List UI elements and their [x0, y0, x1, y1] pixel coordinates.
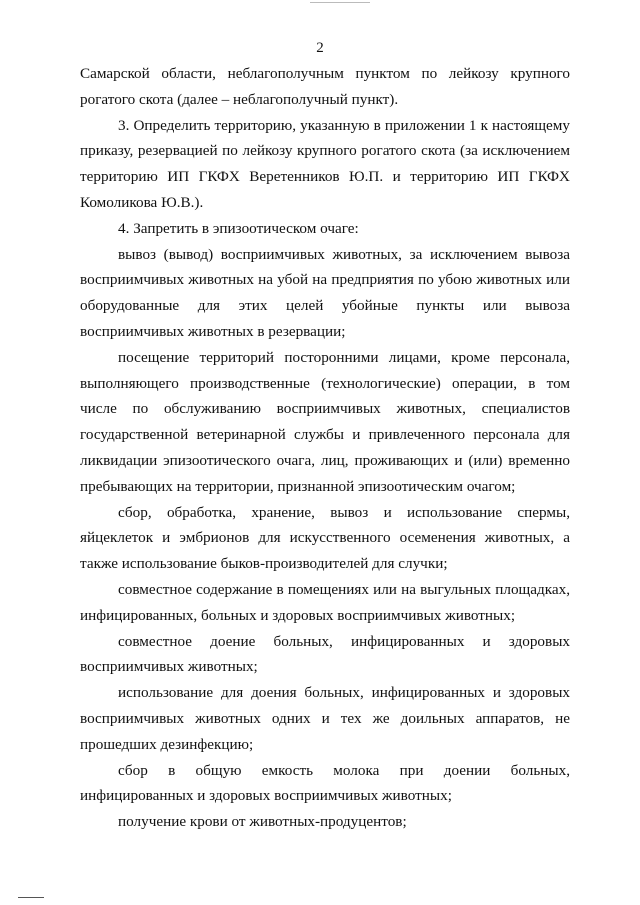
text-line: территорию ИП ГКФХ Веретенников Ю.П. и территорию ИП ГКФХ [80, 168, 570, 186]
text-line: совместное доение больных, инфицированных и здоровых [118, 632, 570, 650]
text-line: восприимчивых животных одних и тех же доильных аппаратов, не [80, 709, 570, 727]
text-line: 3. Определить территорию, указанную в приложении 1 к настоящему [118, 116, 570, 134]
paragraph-region-cont [80, 61, 570, 113]
text-line: пребывающих на территории, признанной эпизоотическим очагом; [80, 477, 516, 495]
paragraph-blood [80, 809, 570, 835]
text-line: яйцеклеток и эмбрионов для искусственного осеменения животных, а [80, 529, 570, 547]
text-line: совместное содержание в помещениях или на выгульных площадках, [118, 580, 570, 598]
text-line: восприимчивых животных на убой на предприятия по убою животных или [80, 271, 570, 289]
scan-artifact [310, 2, 370, 3]
text-line: сбор, обработка, хранение, вывоз и использование спермы, [118, 503, 570, 521]
paragraph-export [80, 242, 570, 345]
text-line: ликвидации эпизоотического очага, лиц, проживающих и (или) временно [80, 451, 570, 469]
paragraph-keeping [80, 577, 570, 629]
text-line: Комоликова Ю.В.). [80, 193, 204, 211]
text-line: посещение территорий посторонними лицами, кроме персонала, [118, 348, 570, 366]
paragraph-milk [80, 758, 570, 810]
text-line: числе по обслуживанию восприимчивых животных, специалистов [80, 400, 570, 418]
text-line: получение крови от животных-продуцентов; [118, 813, 407, 831]
paragraph-apparatus [80, 680, 570, 757]
paragraph-milking [80, 629, 570, 681]
text-line: восприимчивых животных; [80, 658, 258, 676]
text-line: инфицированных, больных и здоровых восприимчивых животных; [80, 606, 516, 624]
text-line: Самарской области, неблагополучным пунктом по лейкозу крупного [80, 65, 570, 82]
paragraph-item-3 [80, 113, 570, 216]
paragraph-item-4 [80, 216, 570, 242]
text-line: 4. Запретить в эпизоотическом очаге: [118, 219, 359, 237]
text-line: оборудованные для этих целей убойные пункты или вывоза [80, 297, 570, 315]
text-line: выполняющего производственные (технологические) операции, в том [80, 374, 570, 392]
text-line: приказу, резервацией по лейкозу крупного рогатого скота (за исключением [80, 142, 570, 160]
text-line: также использование быков-производителей для случки; [80, 555, 448, 573]
text-line: государственной ветеринарной службы и привлеченного персонала для [80, 426, 570, 444]
text-line: сбор в общую емкость молока при доении больных, [118, 761, 570, 779]
text-line: рогатого скота (далее – неблагополучный пункт). [80, 90, 399, 108]
text-line: использование для доения больных, инфицированных и здоровых [118, 684, 570, 702]
scan-artifact [18, 897, 44, 898]
text-line: инфицированных и здоровых восприимчивых животных; [80, 787, 452, 805]
text-line: прошедших дезинфекцию; [80, 735, 254, 753]
document-body [80, 61, 570, 835]
page-number: 2 [316, 40, 324, 56]
text-line: восприимчивых животных в резервации; [80, 322, 346, 340]
text-line: вывоз (вывод) восприимчивых животных, за исключением вывоза [118, 245, 570, 263]
paragraph-sperm [80, 500, 570, 577]
paragraph-visit [80, 345, 570, 500]
